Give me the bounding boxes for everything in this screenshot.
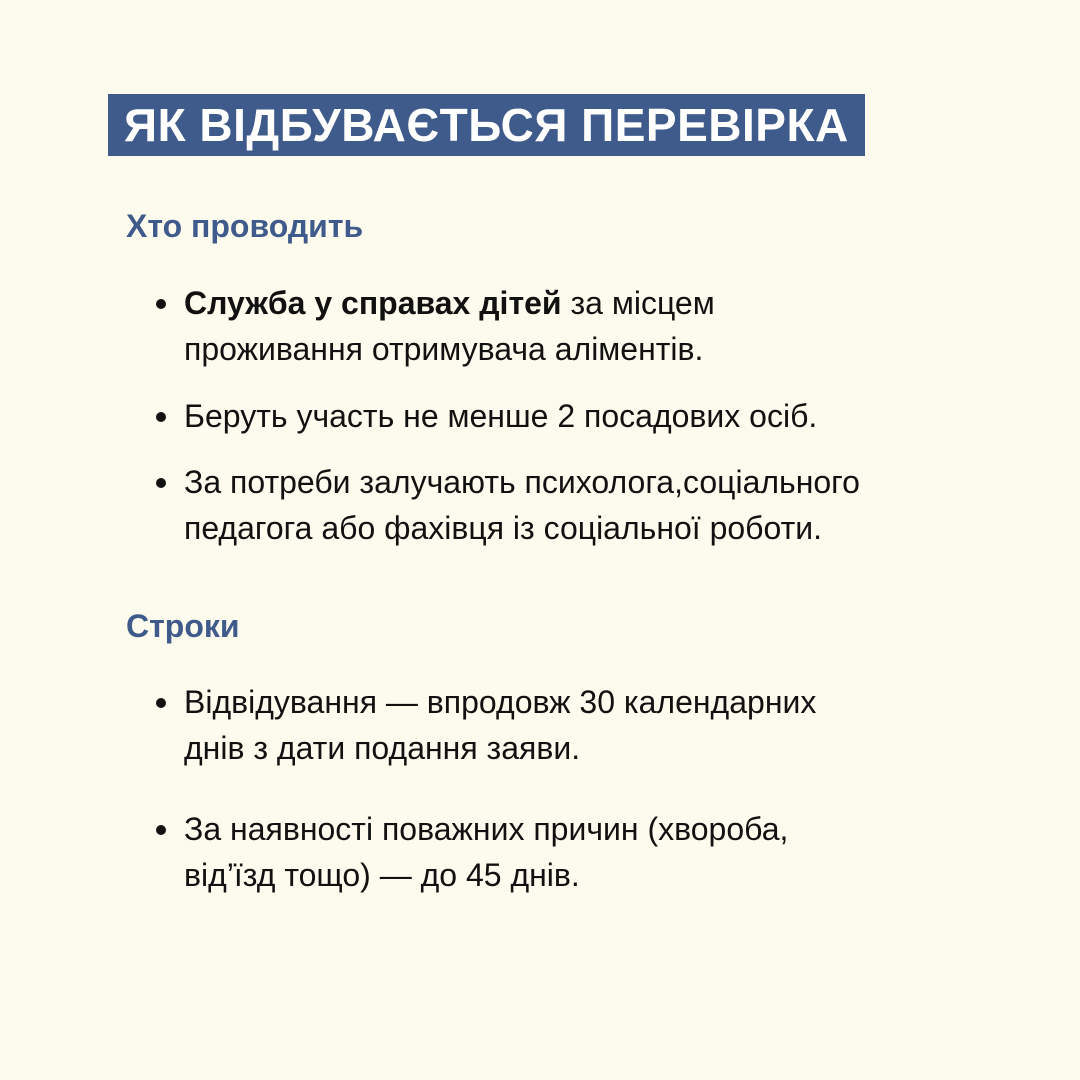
section-heading-terms: Строки — [126, 608, 240, 644]
list-item-text: днів з дати подання заяви. — [184, 730, 581, 766]
bullet-icon — [156, 825, 166, 835]
bullet-icon — [156, 478, 166, 488]
list-item — [184, 393, 1004, 439]
list-item-text: За потреби залучають психолога,соціального — [184, 464, 860, 500]
list-item-text: За наявності поважних причин (хвороба, — [184, 811, 789, 847]
bullet-icon — [156, 299, 166, 309]
list-item — [184, 806, 1004, 898]
list-item-text: Беруть участь не менше 2 посадових осіб. — [184, 398, 818, 434]
list-item — [184, 679, 1004, 771]
list-item-text: від’їзд тощо) — до 45 днів. — [184, 857, 580, 893]
list-item-bold: Служба у справах дітей — [184, 285, 562, 321]
list-item-text: педагога або фахівця із соціальної роботи. — [184, 510, 822, 546]
bullet-icon — [156, 412, 166, 422]
list-item — [184, 459, 1004, 551]
page-title: ЯК ВІДБУВАЄТЬСЯ ПЕРЕВІРКА — [108, 94, 865, 156]
list-item-text: Відвідування — впродовж 30 календарних — [184, 684, 817, 720]
list-item-text: за місцем — [561, 285, 715, 321]
bullet-icon — [156, 698, 166, 708]
list-item-text: проживання отримувача аліментів. — [184, 331, 704, 367]
section-heading-who: Хто проводить — [126, 208, 364, 244]
list-item — [184, 280, 1004, 372]
